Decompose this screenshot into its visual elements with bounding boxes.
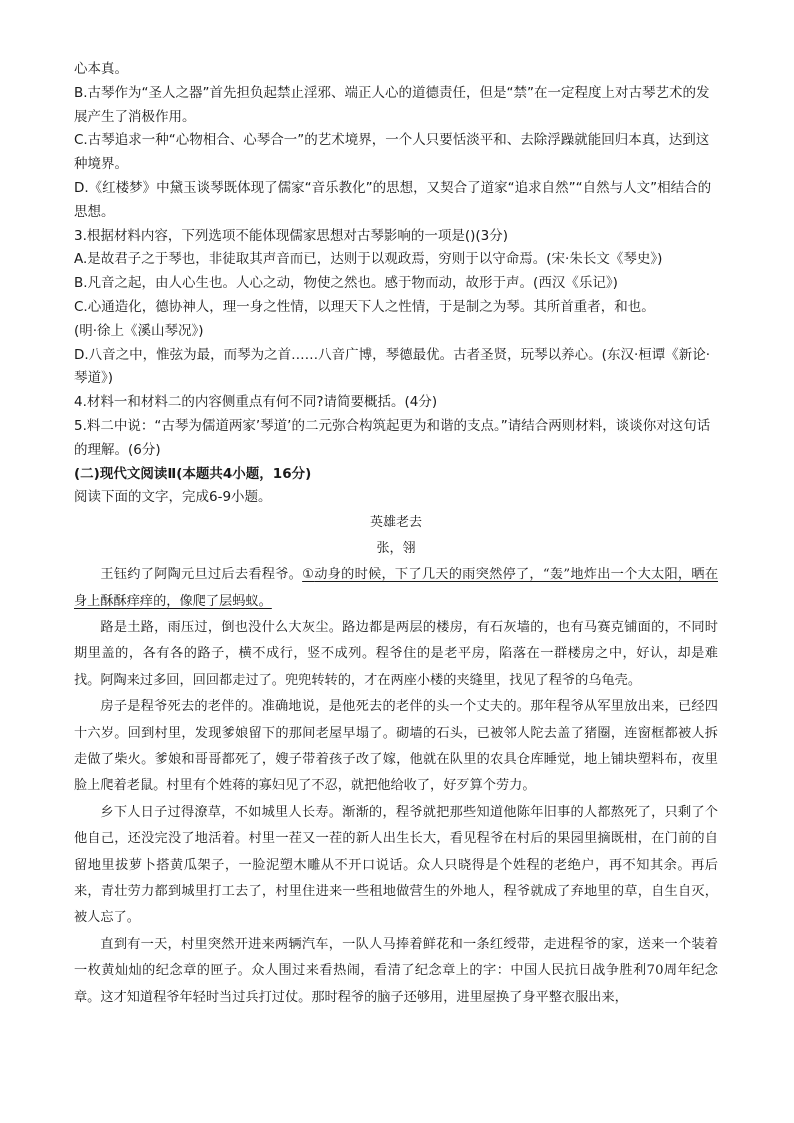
- question-5: 5.料二中说：“古琴为儒道两家’琴道’的二元弥合构筑起更为和谐的支点。”请结合两则材料，谈谈你对这句话的理解。(6分): [74, 417, 711, 458]
- paragraph-1-start: 王钰约了阿陶元旦过后去看程爷。: [100, 567, 303, 583]
- passage-title: 英雄老去: [369, 515, 422, 531]
- q3-option-a: A.是故君子之于琴也，非徒取其声音而已，达则于以观政焉，穷则于以守命焉。(宋·朱长文《琴史》): [74, 251, 663, 268]
- passage-paragraph-2: 路是土路，雨压过，倒也没什么大灰尘。路边都是两层的楼房，有石灰墙的，也有马赛克铺面的，不同时期里盖的，各有各的路子，横不成行，竖不成列。程爷住的是老平房，陷落在一群楼房之中，好认，却是难找。阿陶来过多回，回回都走过了。兜兜转转的，才在两座小楼的夹缝里，找见了程爷的乌龟壳。: [74, 619, 718, 688]
- q3-option-c: C.心通造化，德协神人，理一身之性情，以理天下人之性情，于是制之为琴。其所首重者，和也。: [74, 298, 655, 315]
- underlined-sentence-1: 动身的时候，下了几天的雨突然停了，“轰”地炸出一个大太阳，晒在身上酥酥痒痒的，像爬了层蚂蚁。: [74, 567, 719, 609]
- q2-option-c: C.古琴追求一种“心物相合、心琴合一”的艺术境界，一个人只要恬淡平和、去除浮躁就能回归本真，达到这种境界。: [74, 132, 710, 173]
- passage-paragraph-3: 房子是程爷死去的老伴的。准确地说，是他死去的老伴的头一个丈夫的。那年程爷从军里放出来，已经四十六岁。回到村里，发现爹娘留下的那间老屋早塌了。砌墙的石头，已被邻人陀去盖了猪圈，连窗框都被人拆走做了柴火。爹娘和哥哥都死了，嫂子带着孩子改了嫁，他就在队里的农具仓库睡觉，地上铺块塑料布，夜里脸上爬着老鼠。村里有个姓蒋的寡妇见了不忍，就把他给收了，好歹算个劳力。: [74, 699, 718, 794]
- passage-body: [74, 562, 718, 1011]
- q3-option-b: B.凡音之起，由人心生也。人心之动，物使之然也。感于物而动，故形于声。(西汉《乐记》): [74, 275, 618, 292]
- q2-option-d: D.《红楼梦》中黛玉谈琴既体现了儒家“音乐教化”的思想，又契合了道家“追求自然”“自然与人文”相结合的思想。: [74, 179, 712, 220]
- passage-paragraph-5: 直到有一天，村里突然开进来两辆汽车，一队人马捧着鲜花和一条红绶带，走进程爷的家，送来一个装着一枚黄灿灿的纪念章的匣子。众人围过来看热闹，看清了纪念章上的字：中国人民抗日战争胜利70周年纪念章。这才知道程爷年轻时当过兵打过仗。那时程爷的脑子还够用，进里屋换了身平整衣服出来，: [74, 936, 718, 1005]
- section-2-instruction: 阅读下面的文字，完成6-9小题。: [74, 489, 272, 506]
- passage-paragraph-4: 乡下人日子过得潦草，不如城里人长寿。渐渐的，程爷就把那些知道他陈年旧事的人都熬死了，只剩了个他自己，还没完没了地活着。村里一茬又一茬的新人出生长大，看见程爷在村后的果园里摘既柑，在门前的自留地里拔萝卜搭黄瓜架子，一脸泥塑木雕从不开口说话。众人只晓得是个姓程的老绝户，再不知其余。再后来，青壮劳力都到城里打工去了，村里住进来一些租地做营生的外地人，程爷就成了弃地里的草，自生自灭，被人忘了。: [74, 804, 718, 926]
- q3-option-d: D.八音之中，惟弦为最，而琴为之首……八音广博，琴德最优。古者圣贤，玩琴以养心。(东汉·桓谭《新论·琴道》): [74, 346, 711, 387]
- question-4: 4.材料一和材料二的内容侧重点有何不同?请简要概括。(4分): [74, 394, 438, 411]
- sentence-marker-1: ①: [302, 567, 315, 583]
- q3-stem: 3.根据材料内容，下列选项不能体现儒家思想对古琴影响的一项是()(3分): [74, 227, 509, 244]
- prev-continuation: 心本真。: [74, 61, 128, 77]
- q2-option-b: B.古琴作为“圣人之器”首先担负起禁止淫邪、端正人心的道德责任，但是“禁”在一定程度上对古琴艺术的发展产生了消极作用。: [74, 84, 710, 125]
- passage-author: 张，翎: [376, 541, 416, 557]
- section-2-heading: (二)现代文阅读Ⅱ(本题共4小题，16分): [74, 465, 312, 482]
- q3-option-c-source: (明·徐上《溪山琴况》): [74, 322, 204, 339]
- passage-paragraph-1: [74, 562, 718, 615]
